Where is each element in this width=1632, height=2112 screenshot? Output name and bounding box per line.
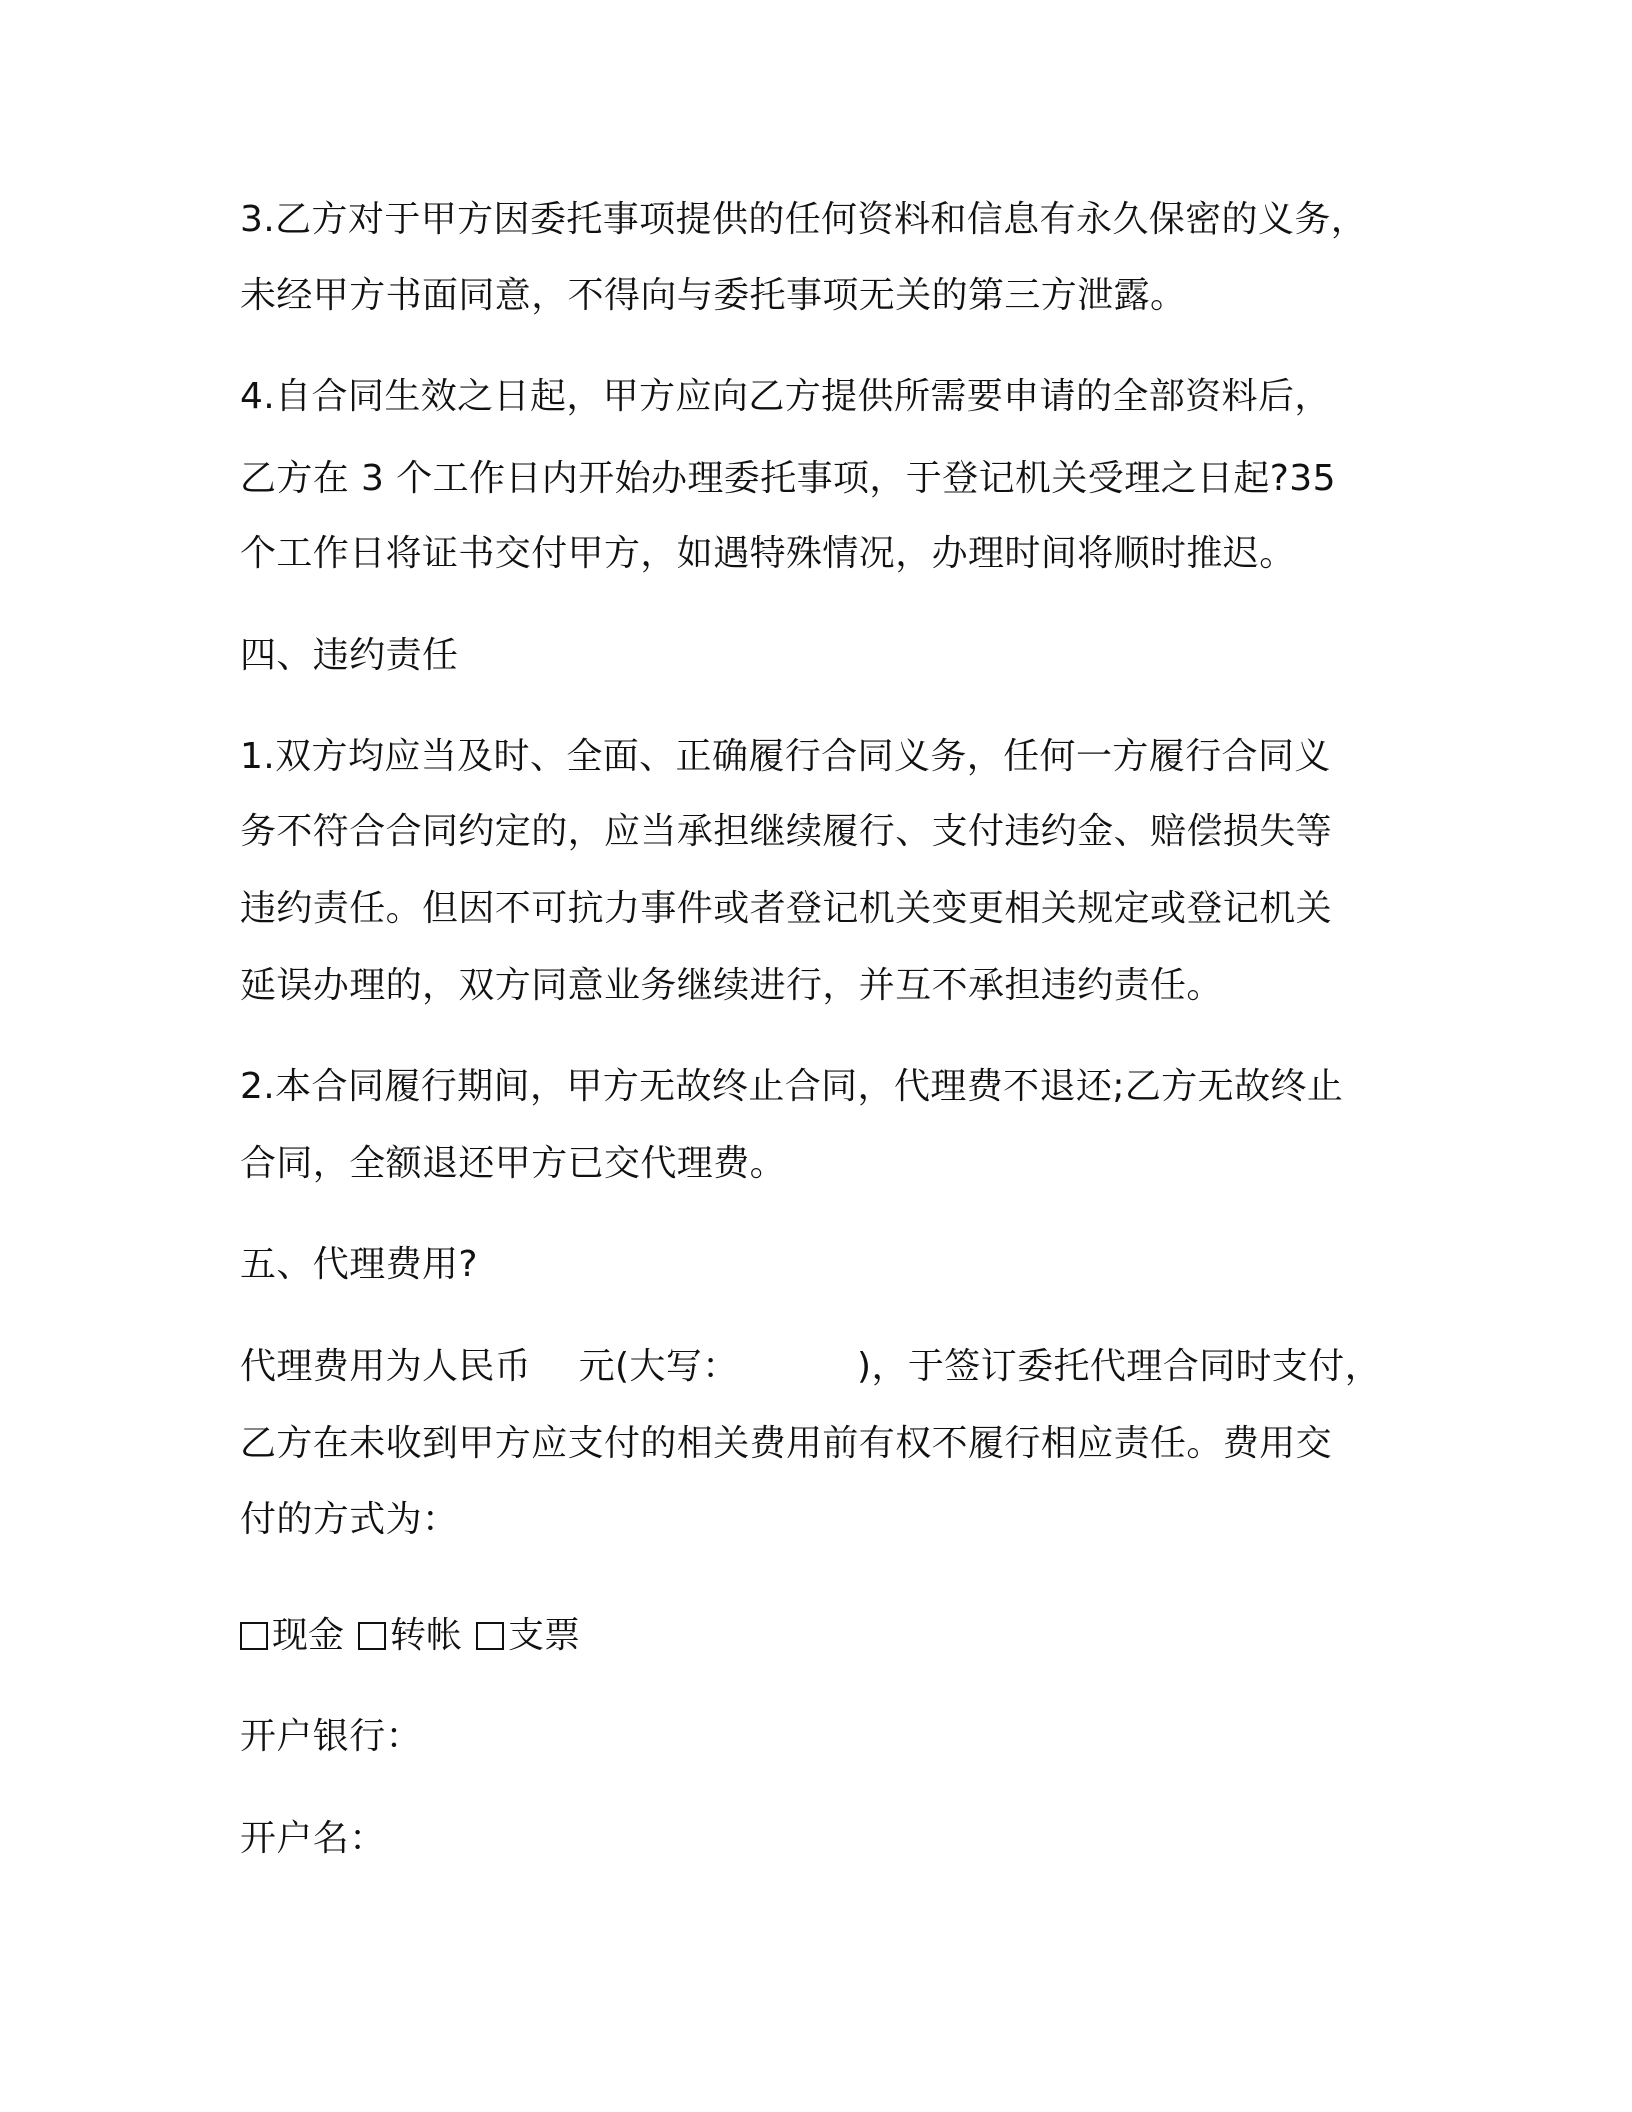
- fee-line1: 代理费用为人民币 元(大写： )，于签订委托代理合同时支付，: [240, 1346, 1382, 1387]
- clause4-line1: 4.自合同生效之日起，甲方应向乙方提供所需要申请的全部资料后，: [240, 376, 1331, 417]
- clause3-line2: 未经甲方书面同意，不得向与委托事项无关的第三方泄露。: [240, 275, 1187, 316]
- breach1-line1: 1.双方均应当及时、全面、正确履行合同义务，任何一方履行合同义: [240, 736, 1331, 777]
- payment-option-cash[interactable]: [240, 1612, 344, 1660]
- payment-option-check[interactable]: [476, 1612, 580, 1660]
- payment-option-label: 支票: [508, 1615, 581, 1656]
- clause4-line3: 个工作日将证书交付甲方，如遇特殊情况，办理时间将顺时推迟。: [240, 533, 1296, 574]
- breach1-line4: 延误办理的，双方同意业务继续进行，并互不承担违约责任。: [240, 965, 1223, 1006]
- fee-line3: 付的方式为：: [240, 1499, 459, 1540]
- account-name-label: 开户名：: [240, 1818, 386, 1859]
- bank-label: 开户银行：: [240, 1716, 423, 1757]
- section4-title: 四、违约责任: [240, 635, 459, 676]
- breach2-line1: 2.本合同履行期间，甲方无故终止合同，代理费不退还;乙方无故终止: [240, 1066, 1344, 1107]
- clause4-line2: 乙方在 3 个工作日内开始办理委托事项，于登记机关受理之日起?35: [240, 458, 1336, 499]
- checkbox-icon[interactable]: [476, 1622, 504, 1650]
- breach2-line2: 合同，全额退还甲方已交代理费。: [240, 1143, 787, 1184]
- section5-title: 五、代理费用?: [240, 1244, 478, 1285]
- payment-option-transfer[interactable]: [358, 1612, 462, 1660]
- breach1-line3: 违约责任。但因不可抗力事件或者登记机关变更相关规定或登记机关: [240, 888, 1333, 929]
- clause3-line1: 3.乙方对于甲方因委托事项提供的任何资料和信息有永久保密的义务，: [240, 199, 1368, 240]
- checkbox-icon[interactable]: [240, 1622, 268, 1650]
- payment-option-label: 现金: [272, 1615, 345, 1656]
- checkbox-icon[interactable]: [358, 1622, 386, 1650]
- fee-line2: 乙方在未收到甲方应支付的相关费用前有权不履行相应责任。费用交: [240, 1423, 1333, 1464]
- payment-option-label: 转帐: [390, 1615, 463, 1656]
- payment-method-options: [240, 1612, 580, 1660]
- breach1-line2: 务不符合合同约定的，应当承担继续履行、支付违约金、赔偿损失等: [240, 811, 1333, 852]
